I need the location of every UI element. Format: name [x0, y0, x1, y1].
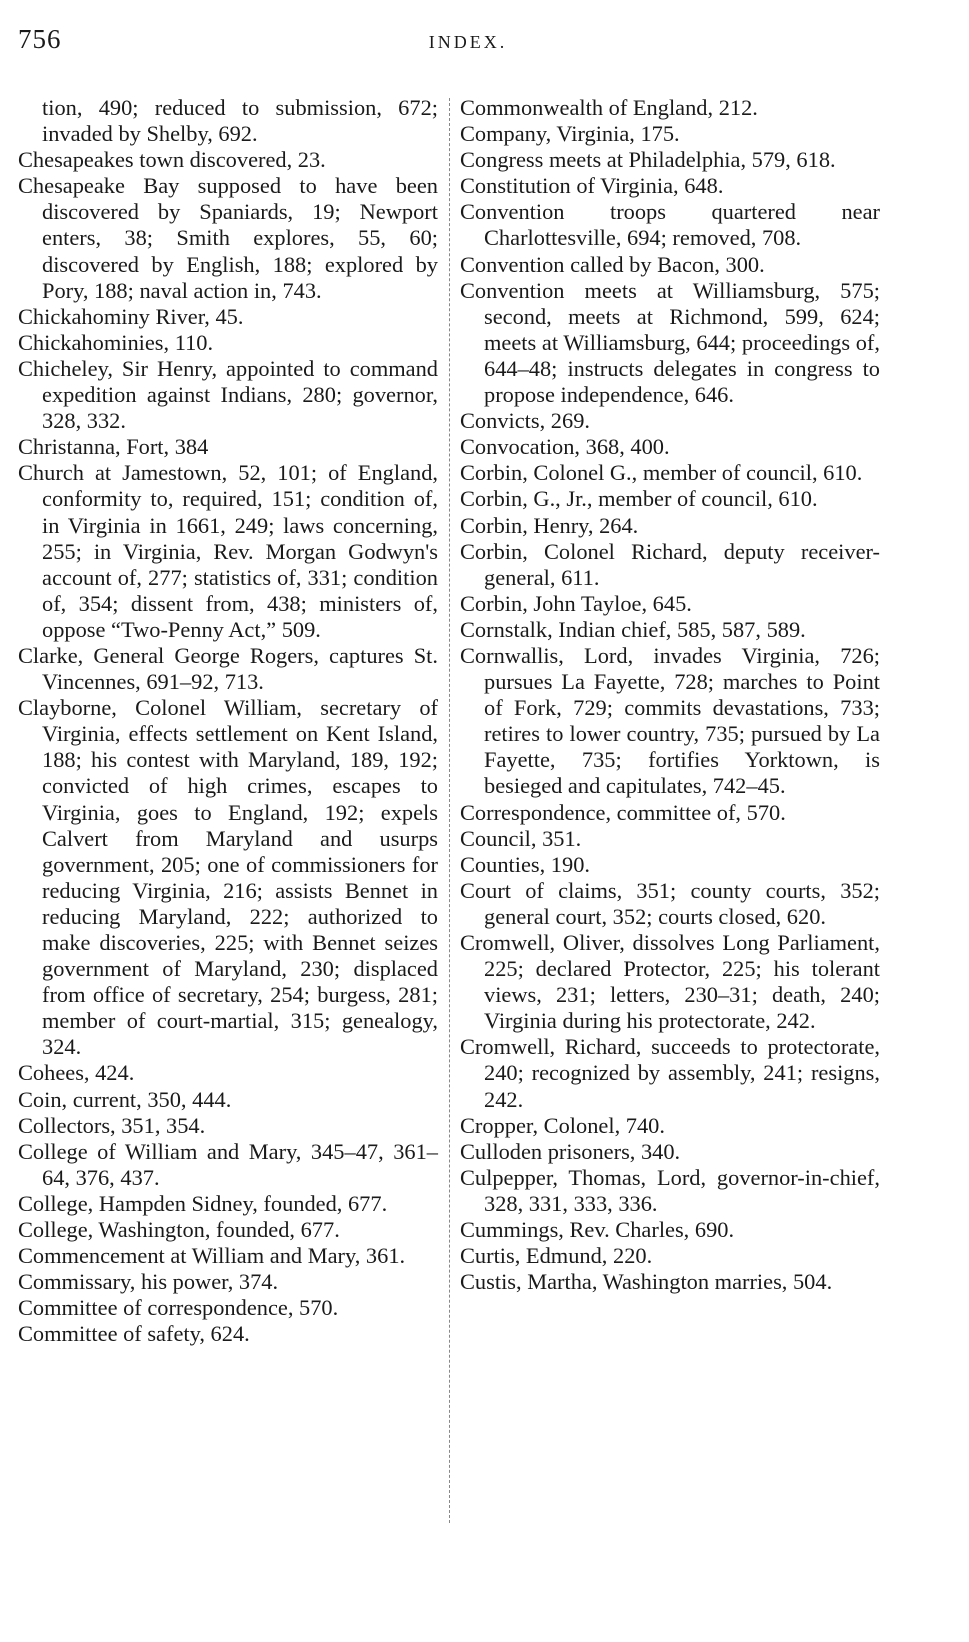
index-entry: Company, Virginia, 175. — [460, 121, 680, 147]
index-entry: Coin, current, 350, 444. — [18, 1086, 232, 1112]
index-entry: Counties, 190. — [460, 851, 590, 877]
index-entry: Commissary, his power, 374. — [18, 1269, 279, 1295]
index-column-right — [460, 95, 880, 1295]
index-entry: Committee of safety, 624. — [18, 1321, 250, 1347]
index-entry: Committee of correspondence, 570. — [18, 1295, 339, 1321]
index-entry: Convention troops quartered near Charlottesville, 694; removed, 708. — [460, 199, 880, 251]
index-entry: Corbin, Henry, 264. — [460, 512, 639, 538]
index-entry: Chicheley, Sir Henry, appointed to command expedition against Indians, 280; governor, 328, 332. — [18, 355, 438, 434]
index-entry: Congress meets at Philadelphia, 579, 618. — [460, 147, 836, 173]
index-entry: Clarke, General George Rogers, captures St. Vincennes, 691–92, 713. — [18, 642, 438, 695]
index-entry: Church at Jamestown, 52, 101; of England, conformity to, required, 151; condition of, in Virginia in 1661, 249; laws concerning, 255; in Virginia, Rev. Morgan Godwyn's account of, 277; statistics of, 331; condition of, 354; dissent from, 438; ministers of, oppose “Two-Penny Act,” 509. — [18, 460, 438, 642]
index-entry: Court of claims, 351; county courts, 352; general court, 352; courts closed, 620. — [460, 877, 880, 929]
index-entry: Chesapeakes town discovered, 23. — [18, 147, 326, 173]
index-entry: Constitution of Virginia, 648. — [460, 173, 724, 199]
index-entry: Commonwealth of England, 212. — [460, 95, 758, 120]
index-entry: Curtis, Edmund, 220. — [460, 1243, 653, 1269]
index-entry: Corbin, John Tayloe, 645. — [460, 590, 692, 616]
page-title: INDEX. — [428, 32, 508, 52]
index-entry: Cromwell, Richard, succeeds to protectorate, 240; recognized by assembly, 241; resigns, 242. — [460, 1034, 880, 1112]
column-divider — [449, 98, 450, 1523]
index-entry: tion, 490; reduced to submission, 672; invaded by Shelby, 692. — [42, 95, 438, 147]
index-entry: Cornstalk, Indian chief, 585, 587, 589. — [460, 616, 806, 642]
index-entry: Chickahominy River, 45. — [18, 303, 244, 329]
index-column-left — [18, 95, 438, 1348]
index-entry: Correspondence, committee of, 570. — [460, 799, 786, 825]
index-entry: Cohees, 424. — [18, 1060, 135, 1086]
index-entry: Clayborne, Colonel William, secretary of Virginia, effects settlement on Kent Island, 188; his contest with Maryland, 189, 192; convicted of high crimes, escapes to Virginia, goes to England, 192; expels Calvert from Maryland and usurps government, 205; one of commissioners for reducing Virginia, 216; assists Bennet in reducing Maryland, 222; authorized to make discoveries, 225; with Bennet seizes government of Maryland, 230; displaced from office of secretary, 254; burgess, 281; member of court-martial, 315; genealogy, 324. — [18, 695, 438, 1060]
index-entry: College, Hampden Sidney, founded, 677. — [18, 1190, 388, 1216]
index-entry: Cornwallis, Lord, invades Virginia, 726; pursues La Fayette, 728; marches to Point of Fork, 729; commits devastations, 733; retires to lower country, 735; pursued by La Fayette, 735; fortifies Yorktown, is besieged and capitulates, 742–45. — [460, 642, 880, 799]
index-entry: Corbin, Colonel Richard, deputy receiver-general, 611. — [460, 538, 880, 590]
index-entry: Council, 351. — [460, 825, 582, 851]
index-entry: Cummings, Rev. Charles, 690. — [460, 1217, 735, 1243]
index-entry: Christanna, Fort, 384 — [18, 434, 209, 460]
index-entry: Convocation, 368, 400. — [460, 434, 670, 460]
index-entry: Corbin, Colonel G., member of council, 610. — [460, 460, 863, 486]
index-entry: Cropper, Colonel, 740. — [460, 1112, 665, 1138]
index-entry: College, Washington, founded, 677. — [18, 1217, 340, 1243]
page-header — [18, 24, 918, 60]
index-entry: Convention meets at Williamsburg, 575; second, meets at Richmond, 599, 624; meets at Williamsburg, 644; proceedings of, 644–48; instructs delegates in congress to propose independence, 646. — [460, 277, 880, 408]
index-entry: Collectors, 351, 354. — [18, 1112, 206, 1138]
index-entry: Cromwell, Oliver, dissolves Long Parliament, 225; declared Protector, 225; his tolerant views, 231; letters, 230–31; death, 240; Virginia during his protectorate, 242. — [460, 930, 880, 1034]
index-entry: Chickahominies, 110. — [18, 329, 214, 355]
index-entry: Corbin, G., Jr., member of council, 610. — [460, 486, 818, 512]
page-number: 756 — [18, 24, 62, 54]
index-entry: Convicts, 269. — [460, 408, 590, 434]
index-entry: Commencement at William and Mary, 361. — [18, 1243, 406, 1269]
index-entry: Culloden prisoners, 340. — [460, 1138, 681, 1164]
index-entry: Convention called by Bacon, 300. — [460, 251, 765, 277]
index-entry: Chesapeake Bay supposed to have been discovered by Spaniards, 19; Newport enters, 38; Smith explores, 55, 60; discovered by English, 188; explored by Pory, 188; naval action in, 743. — [18, 173, 438, 303]
index-entry: Culpepper, Thomas, Lord, governor-in-chief, 328, 331, 333, 336. — [460, 1164, 880, 1216]
index-entry: College of William and Mary, 345–47, 361–64, 376, 437. — [18, 1138, 438, 1190]
index-entry: Custis, Martha, Washington marries, 504. — [460, 1269, 833, 1295]
